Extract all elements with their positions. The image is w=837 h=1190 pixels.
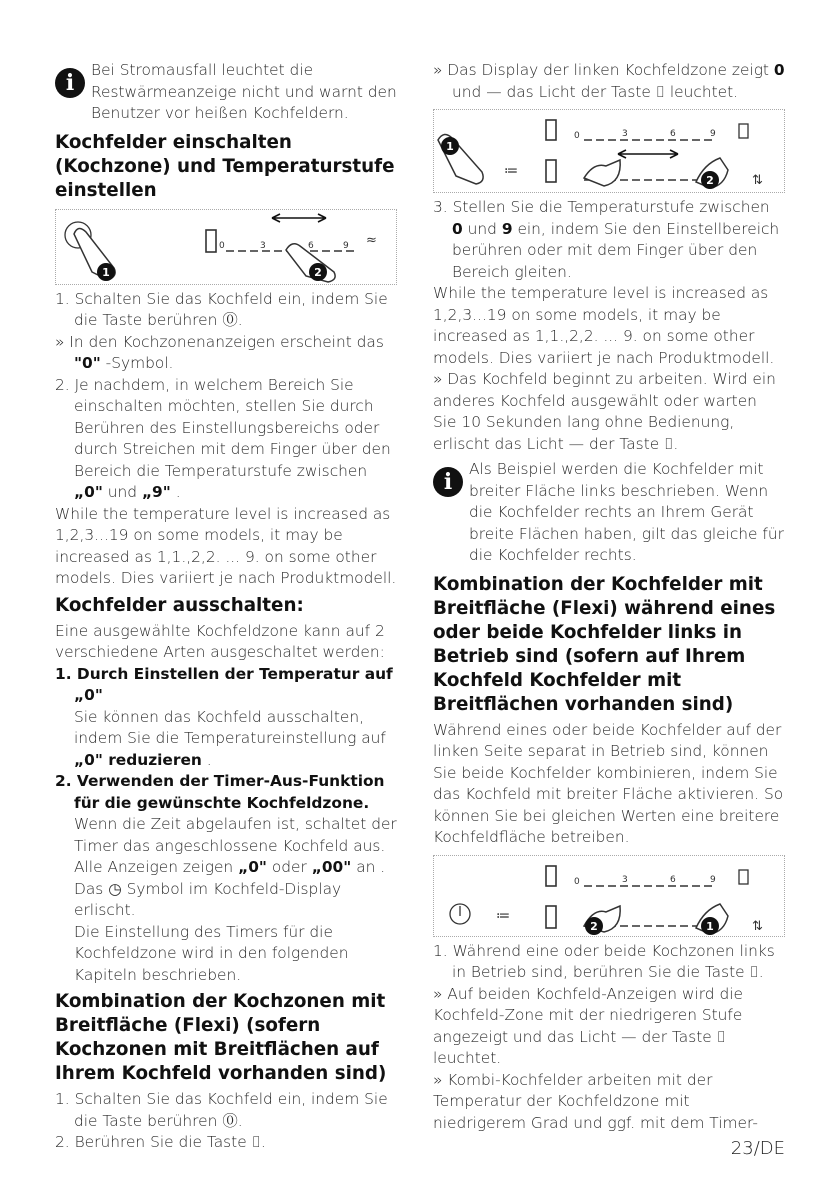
zone-display [206, 230, 216, 252]
model-variation-text: While the temperature level is increased as 1,2,3...19 on some models, it may be increased as 1,1.,2,2. ... 9. on some other models. Dies variiert je nach Produktmodell. [433, 284, 775, 367]
heading-combi-flexi: Kombination der Kochfelder mit Breitfläche (Flexi) während eines oder beide Kochfelder links in Betrieb sind (sofern auf Ihrem Kochfeld Kochfelder mit Breitflächen vorhanden sind) [433, 573, 776, 715]
heading-combi-zones: Kombination der Kochzonen mit Breitfläche (Flexi) (sofern Kochzonen mit Breitflächen auf Ihrem Kochfeld vorhanden sind) [55, 991, 387, 1084]
result-display: » Das Display der linken Kochfeldzone zeigt 0 und — das Licht der Taste ⌷ leuchtet. [433, 61, 785, 101]
bridge-symbol: ⌷ [655, 82, 665, 101]
bridge-key-icon: ≔ [496, 907, 510, 924]
off-option-2-timer: Die Einstellung des Timers für die Kochfeldzone wird in den folgenden Kapiteln beschrieben. [74, 922, 349, 984]
combi-step-1: 1. Schalten Sie das Kochfeld ein, indem Sie die Taste berühren ⓪. [55, 1090, 388, 1130]
combi-flexi-text: Während eines oder beide Kochfelder auf der linken Seite separat in Betrieb sind, können Sie beide Kochfelder kombinieren, indem Sie das Kochfeld mit breiter Fläche aktivieren. So können Sie bei gleichen Werten eine breitere Kochfeldfläche betreiben. [433, 720, 784, 846]
step-badge-2-label: 2 [590, 919, 598, 933]
scale-3: 3 [622, 129, 628, 139]
zone-display-top [546, 120, 556, 140]
power-symbol: ⓪. [222, 311, 243, 329]
timer-icon: ◷ [108, 879, 122, 898]
combi-step-2: 2. Berühren Sie die Taste ⌷. [55, 1133, 266, 1151]
zone-display-bottom [546, 906, 556, 928]
note-text: Bei Stromausfall leuchtet die Restwärmeanzeige nicht und warnt den Benutzer vor heißen Kochfeldern. [91, 61, 397, 122]
step-2: 2. Je nachdem, in welchem Bereich Sie einschalten möchten, stellen Sie durch Berühren des Einstellungsbereichs oder durch Streichen mit dem Finger über den Bereich die Temperaturstufe zwischen „0" und „9" . [55, 375, 391, 501]
flexi-panel-diagram [434, 110, 784, 192]
flexi-step-1: 1. Während eine oder beide Kochzonen links in Betrieb sind, berühren Sie die Taste ⌷. [433, 941, 775, 981]
note-text: Als Beispiel werden die Kochfelder mit breiter Fläche links beschrieben. Wenn die Kochfelder rechts an Ihrem Gerät breite Flächen haben, gilt das gleiche für die Kochfelder rechts. [469, 460, 784, 564]
scale-9: 9 [710, 129, 716, 139]
scale-6: 6 [670, 874, 676, 885]
off-option-2-text: Wenn die Zeit abgelaufen ist, schaltet der Timer das angeschlossene Kochfeld aus. Alle Anzeigen zeigen „0" oder „00" an . Das ◷ Symbol im Kochfeld-Display erlischt. [74, 815, 397, 919]
heading-switch-on: Kochfelder einschalten (Kochzone) und Temperaturstufe einstellen [55, 131, 395, 201]
power-symbol: ⓪. [222, 1111, 243, 1130]
step-3: 3. Stellen Sie die Temperaturstufe zwischen 0 und 9 ein, indem Sie den Einstellbereich berühren oder mit dem Finger über den Bereich gleiten. [433, 198, 780, 281]
step-badge-1-label: 1 [102, 265, 110, 279]
bridge-symbol: ⌷. [749, 963, 764, 981]
scale-6: 6 [670, 129, 676, 139]
info-icon: i [55, 68, 85, 98]
swipe-arrow-icon [618, 150, 678, 158]
scale-3: 3 [622, 874, 628, 885]
step-badge-1-label: 1 [446, 140, 454, 153]
info-note-example [433, 459, 785, 567]
left-column [55, 60, 397, 1154]
scale-0: 0 [574, 876, 580, 887]
control-panel-diagram [56, 210, 396, 284]
zone-display-top [546, 866, 556, 886]
bridge-symbol: ⌷. [251, 1133, 266, 1151]
lock-icon: ≈ [366, 232, 377, 248]
scale-3: 3 [260, 240, 266, 251]
off-option-1-text: Sie können das Kochfeld ausschalten, indem Sie die Temperatureinstellung auf „0" reduzieren . [74, 707, 386, 769]
bridge-key-icon: ≔ [504, 163, 518, 179]
flexi-result-2: » Kombi-Kochfelder arbeiten mit der Temperatur der Kochfeldzone mit niedrigerem Grad und ggf. mit dem Timer- [433, 1070, 758, 1132]
figure-single-zone [55, 209, 397, 285]
bridge-symbol: ⌷. [664, 434, 679, 453]
flexi-result-1: » Auf beiden Kochfeld-Anzeigen wird die Kochfeld-Zone mit der niedrigeren Stufe angezeigt und das Licht — der Taste ⌷ leuchtet. [433, 984, 743, 1067]
zone-display-bottom [546, 160, 556, 182]
scale-9: 9 [710, 874, 716, 885]
step-badge-2-label: 2 [314, 265, 322, 279]
step-badge-2-label: 2 [706, 174, 714, 187]
switch-off-intro: Eine ausgewählte Kochfeldzone kann auf 2 verschiedene Arten ausgeschaltet werden: [55, 621, 385, 661]
page-number: 23/DE [730, 1138, 785, 1159]
info-note-power-failure [55, 60, 397, 125]
lock-icon: ⇅ [752, 918, 763, 934]
result-operation: » Das Kochfeld beginnt zu arbeiten. Wird ein anderes Kochfeld ausgewählt oder warten Sie 10 Sekunden lang ohne Bedienung, erlischt das Licht — der Taste ⌷. [433, 370, 776, 453]
finger-icon [584, 160, 620, 186]
scale-0: 0 [219, 240, 225, 251]
model-variation-text: While the temperature level is increased as 1,2,3...19 on some models, it may be increased as 1,1.,2,2. ... 9. on some other models. Dies variiert je nach Produktmodell. [55, 504, 397, 587]
swipe-arrow-icon [272, 214, 326, 222]
heading-switch-off: Kochfelder ausschalten: [55, 594, 304, 616]
off-option-2: 2. Verwenden der Timer-Aus-Funktion für die gewünschte Kochfeldzone. [55, 772, 385, 812]
lock-icon: ⇅ [752, 173, 763, 188]
scale-6: 6 [308, 240, 314, 251]
step-badge-1-label: 1 [706, 919, 714, 933]
flexi-combine-diagram [434, 856, 784, 936]
bridge-symbol: ⌷ [716, 1027, 726, 1046]
figure-flexi-activate [433, 109, 785, 193]
bridge-key-display [739, 124, 748, 138]
step-1: 1. Schalten Sie das Kochfeld ein, indem Sie die Taste berühren ⓪. [55, 289, 388, 329]
scale-9: 9 [343, 240, 349, 251]
right-column [433, 60, 785, 1134]
info-icon: i [433, 467, 463, 497]
off-option-1: 1. Durch Einstellen der Temperatur auf „0" [55, 664, 393, 704]
bridge-key-display [739, 870, 748, 884]
figure-flexi-combine [433, 855, 785, 937]
scale-0: 0 [574, 131, 580, 141]
result-1: » In den Kochzonenanzeigen erscheint das "0" -Symbol. [55, 332, 384, 372]
